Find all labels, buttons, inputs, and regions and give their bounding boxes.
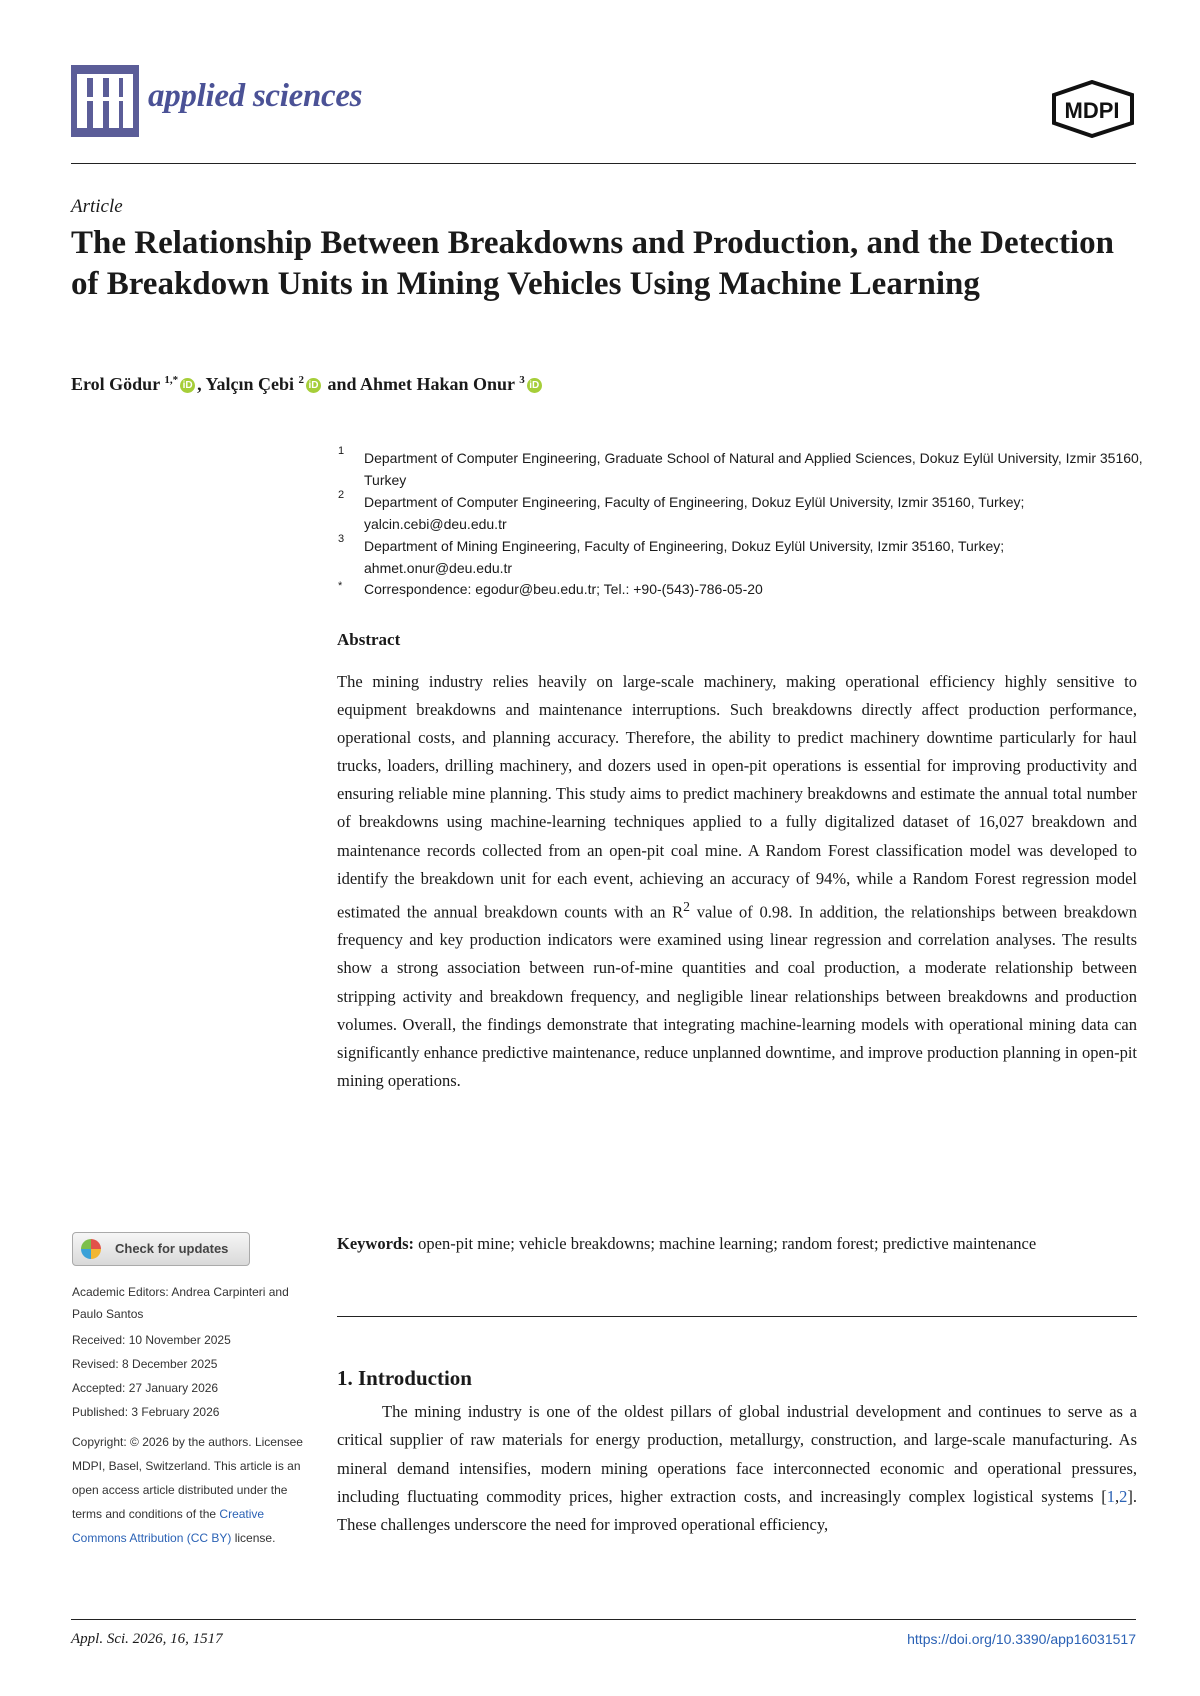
affiliation-mark: 1: [338, 445, 345, 457]
mdpi-logo-text: MDPI: [1064, 98, 1120, 123]
reference-link[interactable]: 1: [1106, 1486, 1115, 1506]
abstract-body: [337, 668, 1137, 1095]
section-heading: 1. Introduction: [337, 1366, 472, 1390]
journal-name[interactable]: applied sciences: [148, 78, 363, 114]
affiliation-text: Department of Computer Engineering, Graduate School of Natural and Applied Sciences, Dokuz Eylül University, Izmir 35160, Turkey: [364, 450, 1143, 488]
abstract-text: The mining industry relies heavily on large-scale machinery, making operational efficiency highly sensitive to equipment breakdowns and maintenance interruptions. Such breakdowns directly affect production performance, operational costs, and planning accuracy. Therefore, the ability to predict machinery downtime particularly for haul trucks, loaders, drilling machinery, and dozers used in open-pit operations is essential for improving productivity and ensuring reliable mine planning. This study aims to predict machinery breakdowns and estimate the annual total number of breakdowns using machine-learning techniques applied to a fully digitalized dataset of 16,027 breakdown and maintenance records collected from an open-pit coal mine. A Random Forest classification model was developed to identify the breakdown unit for each event, achieving an accuracy of 94%, while a Random Forest regression model estimated the annual breakdown counts with an R: [337, 672, 1137, 922]
affiliation-mark: *: [338, 580, 343, 592]
author-name[interactable]: Yalçın Çebi: [205, 374, 294, 394]
affiliation-text: Department of Computer Engineering, Faculty of Engineering, Dokuz Eylül University, Izmir 35160, Turkey; yalcin.cebi@deu.edu.tr: [364, 494, 1025, 532]
footer-citation: Appl. Sci. 2026, 16, 1517: [71, 1631, 223, 1647]
doi-link[interactable]: https://doi.org/10.3390/app16031517: [907, 1631, 1136, 1647]
affiliation-mark: 2: [338, 489, 345, 501]
keywords-label: Keywords:: [337, 1234, 414, 1253]
accepted-date: Accepted: 27 January 2026: [72, 1381, 219, 1395]
introduction-text: The mining industry is one of the oldest pillars of global industrial development and continues to serve as a critical supplier of raw materials for energy production, metallurgy, construction, and large-scale manufacturing. As mineral demand intensifies, modern mining operations face interconnected economic and operational pressures, including fluctuating commodity prices, higher extraction costs, and increasingly complex logistical systems [: [337, 1402, 1137, 1506]
abstract-superscript: 2: [683, 898, 691, 914]
author-name[interactable]: Ahmet Hakan Onur: [360, 374, 515, 394]
check-for-updates-button[interactable]: [72, 1232, 250, 1266]
introduction-text: ]. These challenges underscore the need for improved operational efficiency,: [337, 1486, 1137, 1535]
license-link[interactable]: Creative Commons Attribution (CC BY): [72, 1507, 265, 1545]
introduction-body: [337, 1398, 1137, 1539]
orcid-icon[interactable]: iD: [306, 378, 321, 393]
abstract-heading: Abstract: [337, 630, 401, 649]
check-updates-icon: [81, 1239, 101, 1259]
author-separator: and: [322, 374, 360, 394]
author-separator: ,: [197, 374, 206, 394]
orcid-icon[interactable]: iD: [527, 378, 542, 393]
abstract-divider: [337, 1316, 1137, 1317]
orcid-icon[interactable]: iD: [180, 378, 195, 393]
keywords: [337, 1230, 1137, 1258]
author-affiliation-mark: 1,*: [164, 374, 179, 386]
header-divider: [71, 163, 1136, 164]
correspondence: Correspondence: egodur@beu.edu.tr; Tel.: +90-(543)-786-05-20: [364, 581, 763, 597]
keywords-text: open-pit mine; vehicle breakdowns; machine learning; random forest; predictive maintenance: [414, 1234, 1037, 1253]
article-type: Article: [71, 196, 123, 217]
article-title: The Relationship Between Breakdowns and Production, and the Detection of Breakdown Units in Mining Vehicles Using Machine Learning: [71, 225, 1114, 302]
affiliation-text: Department of Mining Engineering, Faculty of Engineering, Dokuz Eylül University, Izmir 35160, Turkey; ahmet.onur@deu.edu.tr: [364, 538, 1005, 576]
footer-divider: [71, 1619, 1136, 1620]
reference-link[interactable]: 2: [1119, 1486, 1128, 1506]
academic-editors: Academic Editors: Andrea Carpinteri and Paulo Santos: [72, 1285, 289, 1321]
journal-logo: [71, 65, 139, 137]
copyright-text: license.: [231, 1531, 276, 1545]
author-name[interactable]: Erol Gödur: [71, 374, 160, 394]
author-affiliation-mark: 2: [298, 374, 304, 386]
reference-separator: ,: [1115, 1486, 1120, 1506]
author-affiliation-mark: 3: [519, 374, 525, 386]
received-date: Received: 10 November 2025: [72, 1333, 231, 1347]
affiliation-mark: 3: [338, 533, 345, 545]
abstract-text: value of 0.98. In addition, the relationships between breakdown frequency and key production indicators were examined using linear regression and correlation analyses. The results show a strong association between run-of-mine quantities and coal production, a moderate relationship between stripping activity and breakdown frequency, and negligible linear relationships between breakdowns and production volumes. Overall, the findings demonstrate that integrating machine-learning models with operational mining data can significantly enhance predictive maintenance, reduce unplanned downtime, and improve production planning in open-pit mining operations.: [337, 902, 1137, 1090]
mdpi-logo[interactable]: [1046, 80, 1138, 138]
author-list: [71, 374, 544, 395]
check-updates-label: Check for updates: [115, 1241, 229, 1256]
copyright-notice: [72, 1430, 317, 1550]
revised-date: Revised: 8 December 2025: [72, 1357, 218, 1371]
published-date: Published: 3 February 2026: [72, 1405, 220, 1419]
copyright-text: Copyright: © 2026 by the authors. Licensee MDPI, Basel, Switzerland. This article is an open access article distributed under the terms and conditions of the: [72, 1435, 303, 1521]
